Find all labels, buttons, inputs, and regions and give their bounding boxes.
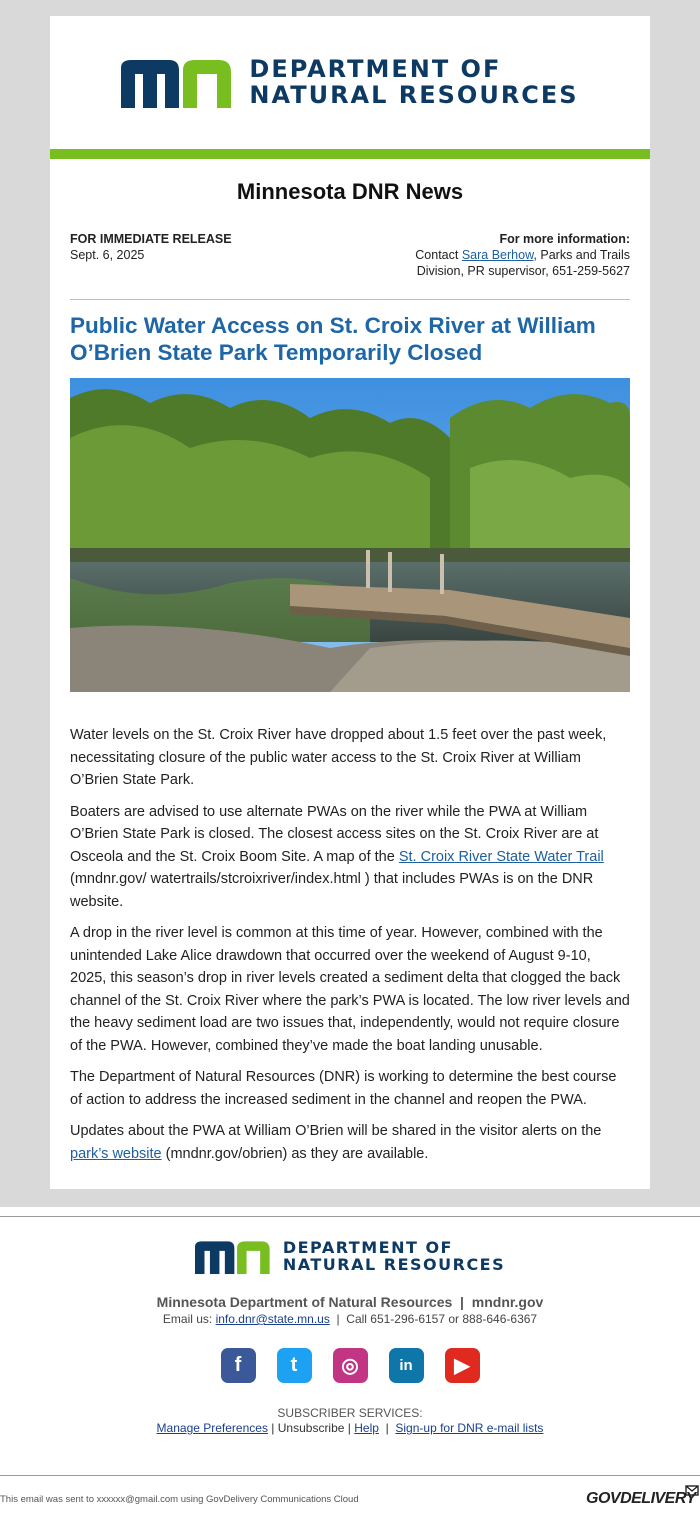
contact-line-2: Division, PR supervisor, 651-259-5627 xyxy=(416,264,630,278)
contact-name-link[interactable]: Sara Berhow xyxy=(461,248,534,262)
email-card xyxy=(50,16,650,1189)
footer-logo-line-2: NATURAL RESOURCES xyxy=(282,1255,506,1274)
email-header xyxy=(50,16,650,149)
social-icons xyxy=(0,1348,700,1383)
green-divider xyxy=(50,149,650,159)
facebook-icon[interactable]: f xyxy=(221,1348,256,1383)
paragraph-4: The Department of Natural Resources (DNR) is working to determine the best course of action to address the increased sediment in the channel and reopen the PWA. xyxy=(70,1069,617,1108)
twitter-icon[interactable]: t xyxy=(277,1348,312,1383)
release-left xyxy=(70,231,232,279)
unsubscribe-link[interactable]: Unsubscribe xyxy=(277,1421,345,1435)
headline: Public Water Access on St. Croix River at William O’Brien State Park Temporarily Closed xyxy=(70,313,596,365)
subscriber-services-label: SUBSCRIBER SERVICES: xyxy=(277,1406,423,1420)
info-label: For more information: xyxy=(499,232,630,246)
linkedin-icon[interactable]: in xyxy=(389,1348,424,1383)
mn-logo-mark-icon xyxy=(121,58,233,108)
bottom-divider xyxy=(0,1475,700,1476)
release-label: FOR IMMEDIATE RELEASE xyxy=(70,232,232,246)
instagram-icon[interactable]: ◎ xyxy=(333,1348,368,1383)
release-date: Sept. 6, 2025 xyxy=(70,248,145,262)
dnr-logo xyxy=(121,57,578,107)
sent-note: This email was sent to xxxxxx@gmail.com using GovDelivery Communications Cloud xyxy=(0,1494,359,1505)
logo-line-2: NATURAL RESOURCES xyxy=(249,80,579,109)
paragraph-5: Updates about the PWA at William O’Brien will be shared in the visitor alerts on the park’s website (mndnr.gov/obrien) as they are available. xyxy=(70,1123,602,1162)
section-divider xyxy=(70,299,630,300)
email-footer xyxy=(0,1240,700,1436)
footer-divider xyxy=(0,1216,700,1217)
paragraph-1: Water levels on the St. Croix River have dropped about 1.5 feet over the past week, necessitating closure of the public water access to the St. Croix River at William O’Brien State Park. xyxy=(70,727,607,788)
footer-logo-line-1: DEPARTMENT OF xyxy=(282,1238,453,1258)
help-link[interactable]: Help xyxy=(354,1421,379,1435)
logo-line-1: DEPARTMENT OF xyxy=(249,55,502,84)
news-photo xyxy=(70,378,630,692)
subscriber-links: Manage Preferences | Unsubscribe | Help | Sign-up for DNR e-mail lists xyxy=(156,1421,544,1435)
footer-logo xyxy=(0,1240,700,1274)
release-right xyxy=(415,231,630,279)
govdelivery-logo: GOVDELIVERY xyxy=(586,1490,696,1507)
signup-link[interactable]: Sign-up for DNR e-mail lists xyxy=(395,1421,544,1435)
contact-suffix: , Parks and Trails xyxy=(533,248,630,262)
mn-logo-mark-icon xyxy=(195,1240,271,1274)
email-link[interactable]: info.dnr@state.mn.us xyxy=(215,1312,330,1326)
youtube-icon[interactable]: ▶ xyxy=(445,1348,480,1383)
envelope-icon xyxy=(685,1485,699,1497)
article-body xyxy=(50,724,650,1165)
news-title: Minnesota DNR News xyxy=(236,179,464,204)
footer-contact-line: Email us: info.dnr@state.mn.us | Call 651-296-6157 or 888-646-6367 xyxy=(162,1312,538,1326)
water-trail-link[interactable]: St. Croix River State Water Trail xyxy=(398,848,604,865)
park-website-link[interactable]: park’s website xyxy=(70,1145,162,1162)
paragraph-3: A drop in the river level is common at this time of year. However, combined with the unintended Lake Alice drawdown that occurred over the weekend of August 9-10, 2025, this season’s drop in river levels created a sediment delta that clogged the back channel of the St. Croix River where the park’s PWA is located. The low river levels and the heavy sediment load are two issues that, independently, would not require closure of the PWA. However, combined they’ve made the boat landing unusable. xyxy=(70,925,630,1054)
footer-org-line: Minnesota Department of Natural Resources | mndnr.gov xyxy=(156,1294,544,1310)
manage-preferences-link[interactable]: Manage Preferences xyxy=(156,1421,268,1435)
paragraph-2: Boaters are advised to use alternate PWAs on the river while the PWA at William O’Brien State Park is closed. The closest access sites on the St. Croix River are at Osceola and the St. Croix Boom Site. A map of the St. Croix River State Water Trail (mndnr.gov/ watertrails/stcroixriver/index.html ) that includes PWAs is on the DNR website. xyxy=(70,803,604,910)
release-info xyxy=(50,231,650,279)
contact-prefix: Contact xyxy=(415,248,462,262)
